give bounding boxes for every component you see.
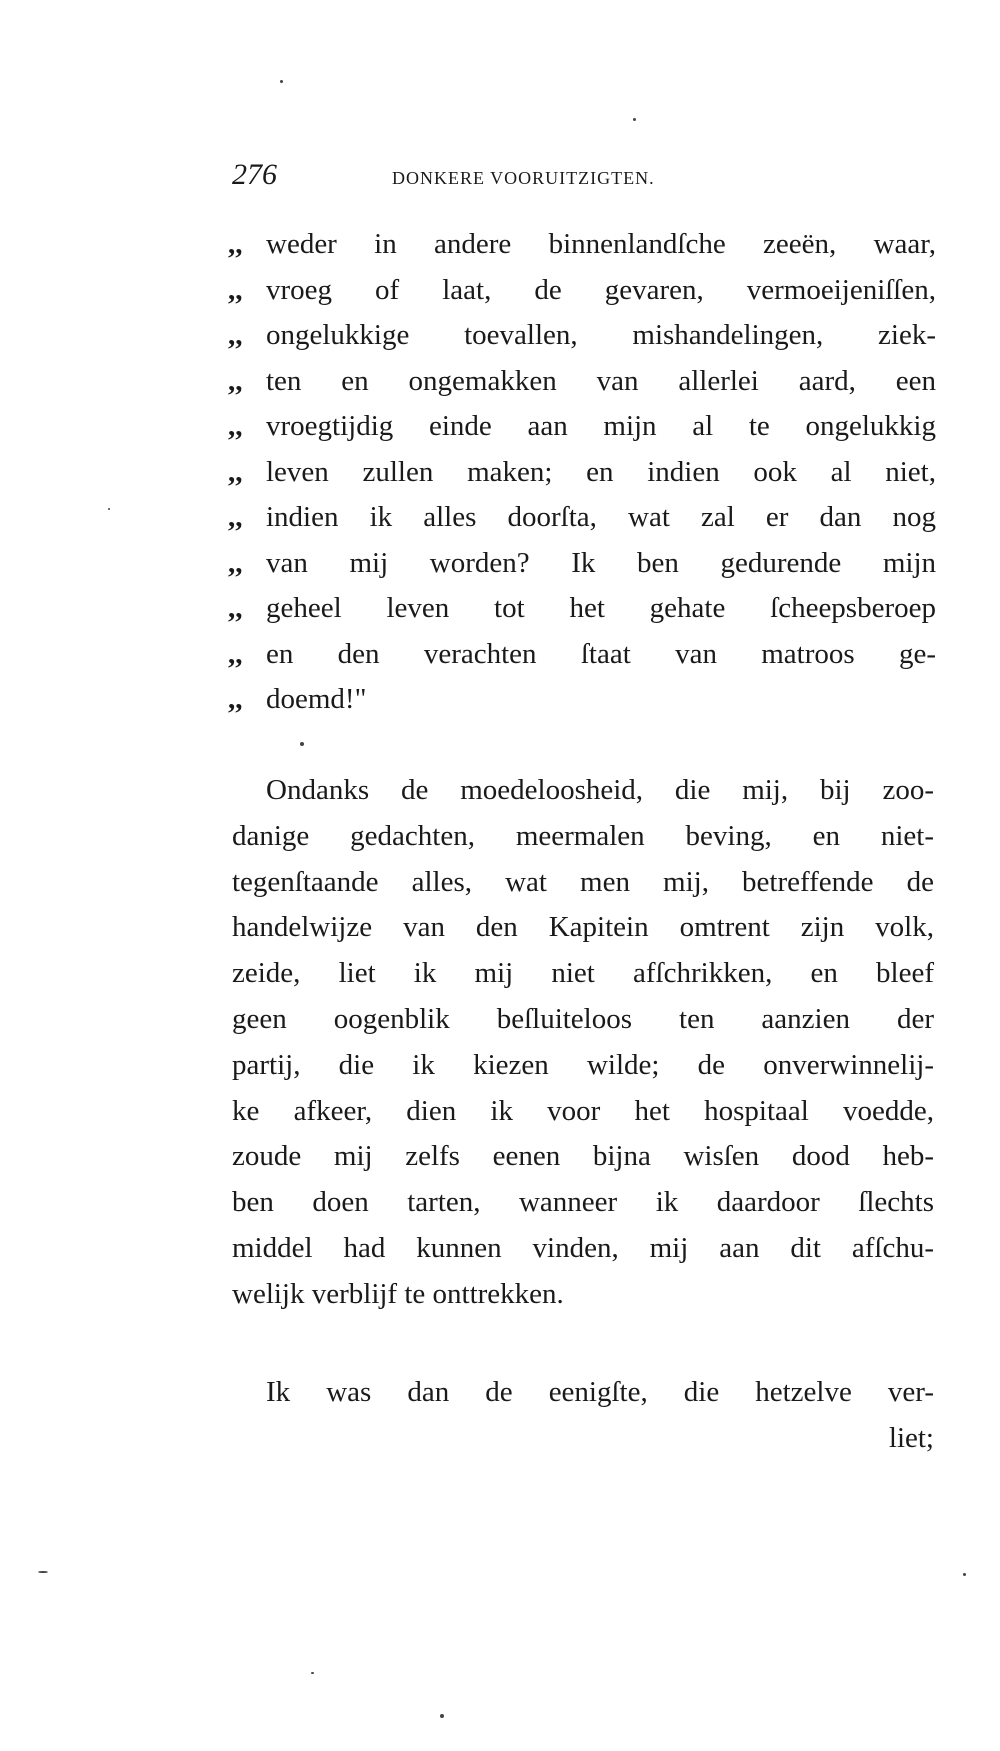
paper-speck <box>963 1573 966 1576</box>
paragraph-line: zoude mij zelfs eenen bijna wisſen dood heb- <box>232 1140 934 1173</box>
quote-line-text: van mij worden? Ik ben gedurende mijn <box>266 546 936 579</box>
quote-line-text: en den verachten ſtaat van matroos ge- <box>266 637 936 670</box>
quote-line-text: ongelukkige toevallen, mishandelingen, ziek- <box>266 319 936 351</box>
quote-mark: ,, <box>228 410 243 442</box>
quote-line-text: doemd!" <box>266 683 367 715</box>
quote-mark: ,, <box>228 637 243 670</box>
quote-line <box>228 404 936 450</box>
quote-mark: ,, <box>228 592 243 624</box>
quote-mark: ,, <box>228 319 243 351</box>
paper-speck <box>38 1571 48 1573</box>
running-head <box>232 158 762 192</box>
paragraph-line: tegenſtaande alles, wat men mij, betreffende de <box>232 865 934 898</box>
paragraph-line: middel had kunnen vinden, mij aan dit afſchu- <box>232 1231 934 1264</box>
quoted-passage <box>228 222 936 723</box>
quote-mark: ,, <box>228 273 243 306</box>
quote-mark: ,, <box>228 546 243 579</box>
quote-line-text: vroegtijdig einde aan mijn al te ongelukkig <box>266 410 936 442</box>
paragraph-line: zeide, liet ik mij niet afſchrikken, en bleef <box>232 957 934 990</box>
quote-line <box>228 586 936 632</box>
paper-speck <box>300 742 304 746</box>
paper-speck <box>280 80 283 83</box>
quote-line <box>228 450 936 496</box>
chapter-title: DONKERE VOORUITZIGTEN. <box>392 168 655 188</box>
quote-mark: ,, <box>228 683 243 715</box>
paragraph-line: welijk verblijf te onttrekken. <box>232 1277 564 1310</box>
catchword: liet; <box>888 1421 934 1454</box>
quote-line <box>228 632 936 678</box>
paragraph <box>232 768 934 1318</box>
quote-line-text: geheel leven tot het gehate ſcheepsberoep <box>266 592 936 624</box>
paragraph-line: ben doen tarten, wanneer ik daardoor ſlechts <box>232 1186 934 1219</box>
paragraph-line: partij, die ik kiezen wilde; de onverwinnelij- <box>232 1048 934 1081</box>
paragraph-line: geen oogenblik beſluiteloos ten aanzien der <box>232 1002 934 1035</box>
quote-line-text: vroeg of laat, de gevaren, vermoeijeniſſen, <box>266 273 936 306</box>
quote-line <box>228 268 936 314</box>
quote-line <box>228 359 936 405</box>
paragraph <box>232 1370 934 1462</box>
paragraph-line: handelwijze van den Kapitein omtrent zijn volk, <box>232 911 934 944</box>
quote-mark: ,, <box>228 455 243 488</box>
quote-line <box>228 222 936 268</box>
quote-mark: ,, <box>228 364 243 397</box>
quote-mark: ,, <box>228 501 243 533</box>
paragraph-line: Ondanks de moedeloosheid, die mij, bij zoo- <box>266 774 934 806</box>
quote-line <box>228 677 936 723</box>
paper-speck <box>633 118 636 121</box>
paper-speck <box>108 508 110 510</box>
quote-line <box>228 541 936 587</box>
paragraph-line: Ik was dan de eenigſte, die hetzelve ver- <box>266 1376 934 1408</box>
quote-line-text: leven zullen maken; en indien ook al niet, <box>266 455 936 488</box>
quote-line-text: weder in andere binnenlandſche zeeën, waar, <box>266 228 936 260</box>
paper-speck <box>440 1714 444 1718</box>
paragraph-line: ke afkeer, dien ik voor het hospitaal voedde, <box>232 1094 934 1127</box>
paragraph-line: danige gedachten, meermalen beving, en niet- <box>232 819 934 852</box>
quote-line <box>228 313 936 359</box>
page-number: 276 <box>232 158 277 191</box>
quote-line-text: indien ik alles doorſta, wat zal er dan nog <box>266 501 936 533</box>
paper-speck <box>311 1672 314 1674</box>
quote-line <box>228 495 936 541</box>
quote-mark: ,, <box>228 228 243 260</box>
quote-line-text: ten en ongemakken van allerlei aard, een <box>266 364 936 397</box>
